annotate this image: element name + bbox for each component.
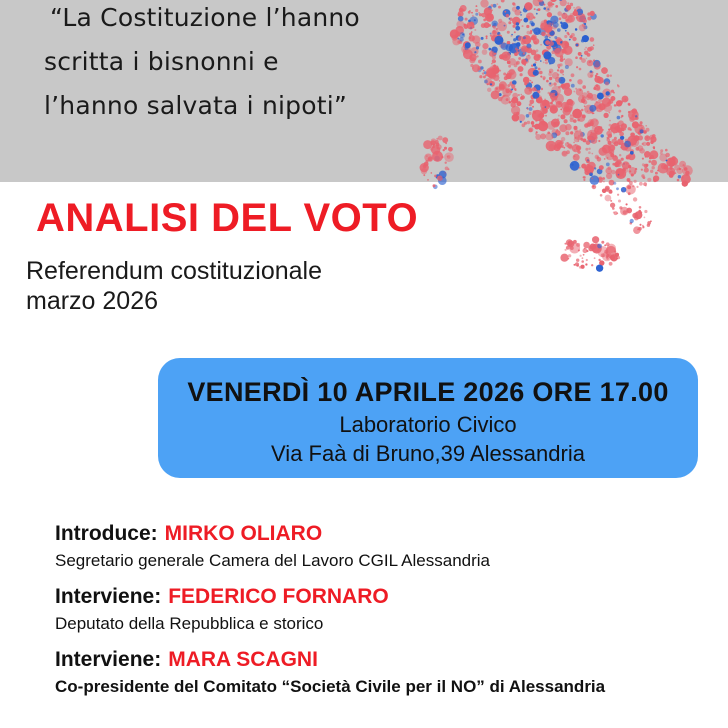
- event-address: Via Faà di Bruno,39 Alessandria: [271, 441, 585, 466]
- subtitle-line-1: Referendum costituzionale: [26, 257, 322, 285]
- event-venue: Laboratorio Civico: [339, 412, 517, 437]
- speaker-item: [55, 585, 715, 635]
- speaker-description: Segretario generale Camera del Lavoro CGIL Alessandria: [55, 551, 491, 570]
- speaker-description: Deputato della Repubblica e storico: [55, 614, 324, 633]
- speakers-list: [55, 522, 715, 711]
- quote-line-1: “La Costituzione l’hanno: [50, 3, 360, 32]
- speaker-name: MIRKO OLIARO: [164, 522, 323, 545]
- speaker-item: [55, 522, 715, 572]
- speaker-item: [55, 648, 715, 698]
- quote-line-2: scritta i bisnonni e: [44, 47, 279, 76]
- speaker-description: Co-presidente del Comitato “Società Civile per il NO” di Alessandria: [55, 677, 606, 696]
- page-subtitle: [26, 256, 322, 316]
- subtitle-line-2: marzo 2026: [26, 287, 159, 315]
- page-title: ANALISI DEL VOTO: [36, 196, 419, 240]
- quote-line-3: l’hanno salvata i nipoti”: [44, 91, 348, 120]
- event-datetime: VENERDÌ 10 APRILE 2026 ORE 17.00: [187, 377, 669, 407]
- speaker-role: Interviene:: [55, 585, 162, 608]
- event-box: [158, 358, 698, 478]
- speaker-name: FEDERICO FORNARO: [168, 585, 389, 608]
- italy-map: [400, 0, 728, 335]
- speaker-role: Introduce:: [55, 522, 158, 545]
- speaker-name: MARA SCAGNI: [168, 648, 318, 671]
- speaker-role: Interviene:: [55, 648, 162, 671]
